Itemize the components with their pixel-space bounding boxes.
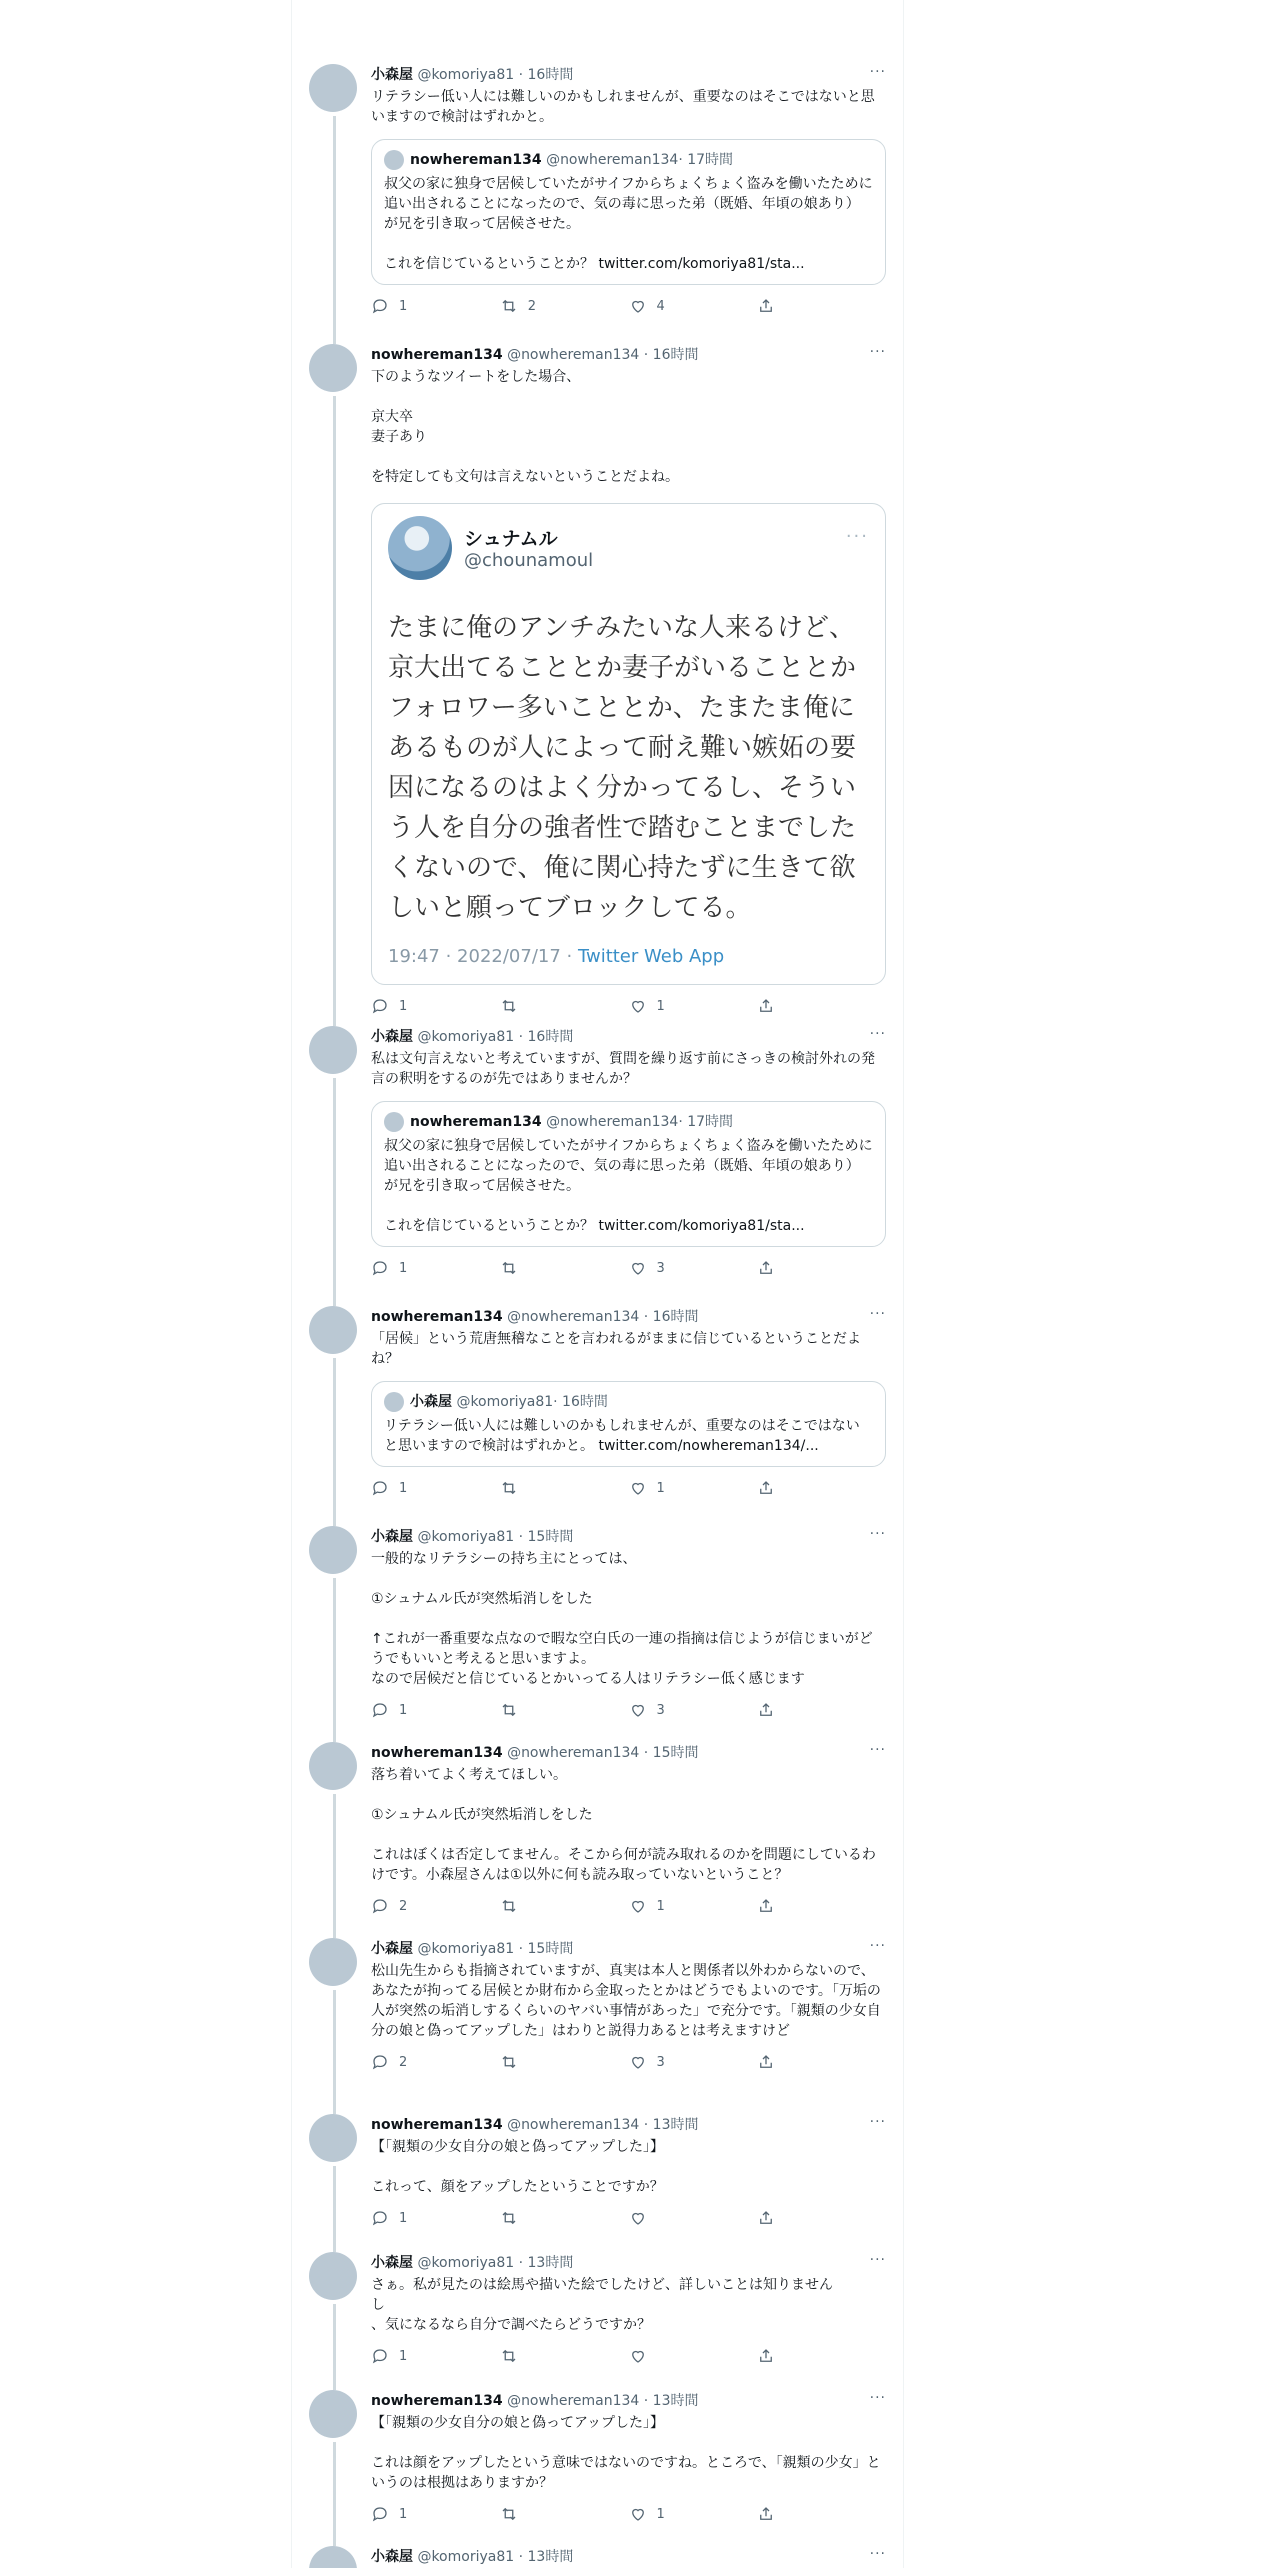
share-icon bbox=[757, 2347, 775, 2365]
avatar[interactable] bbox=[309, 2546, 357, 2568]
avatar[interactable] bbox=[309, 2252, 357, 2300]
quoted-text: 叔父の家に独身で居候していたがサイフからちょくちょく盗みを働いたために追い出されることになったので、気の毒に思った弟（既婚、年頃の娘あり）が兄を引き取って居候させた。 これを信じているということか？ twitter.com/komoriya81/sta... bbox=[384, 1138, 873, 1234]
reply-button[interactable] bbox=[371, 2347, 500, 2365]
tweet[interactable] bbox=[291, 64, 902, 344]
reply-icon bbox=[371, 2053, 389, 2071]
avatar bbox=[384, 1392, 404, 1412]
author-handle[interactable]: @komoriya81 bbox=[417, 1941, 515, 1957]
embedded-date[interactable]: 19:47 · 2022/07/17 · bbox=[388, 946, 578, 967]
reply-count: 1 bbox=[399, 1702, 408, 1718]
timestamp[interactable]: · 16時間 bbox=[514, 1029, 574, 1045]
retweet-icon bbox=[500, 1701, 518, 1719]
tweet[interactable] bbox=[291, 1938, 902, 2114]
share-icon bbox=[757, 1897, 775, 1915]
thread-line bbox=[333, 2166, 336, 2252]
like-icon bbox=[629, 2347, 647, 2365]
retweet-icon bbox=[500, 1897, 518, 1915]
like-icon bbox=[629, 297, 647, 315]
more-icon[interactable]: ··· bbox=[869, 2114, 886, 2130]
tweet-text: 松山先生からも指摘されていますが、真実は本人と関係者以外わからないので、あなたが拘ってる居候とか財布から金取ったとかはどうでもよいのです。「万垢の人が突然の垢消しするくらいのヤバい事情があった」で充分です。「親類の少女自分の娘と偽ってアップした」はわりと説得力あるとは考えますけど bbox=[371, 1963, 881, 2039]
author-name[interactable]: nowhereman134 bbox=[371, 1745, 503, 1761]
retweet-button[interactable] bbox=[500, 1897, 629, 1915]
quoted-author-name: 小森屋 bbox=[410, 1394, 452, 1410]
more-icon[interactable]: ··· bbox=[869, 64, 886, 80]
author-handle[interactable]: @nowhereman134 bbox=[507, 2393, 640, 2409]
reply-button[interactable] bbox=[371, 2209, 500, 2227]
like-button[interactable] bbox=[629, 1259, 758, 1277]
tweet[interactable] bbox=[291, 1526, 902, 1742]
embedded-tweet[interactable] bbox=[371, 503, 886, 985]
reply-button[interactable] bbox=[371, 297, 500, 315]
action-bar bbox=[371, 2503, 886, 2525]
more-icon[interactable]: ··· bbox=[869, 1938, 886, 1954]
reply-icon bbox=[371, 1479, 389, 1497]
thread-line bbox=[333, 1794, 336, 1938]
tweet-text: 【「親類の少女自分の娘と偽ってアップした」】 これって、顔をアップしたということですか？ bbox=[371, 2139, 665, 2195]
reply-count: 1 bbox=[399, 298, 408, 314]
share-button[interactable] bbox=[757, 2505, 886, 2523]
more-icon[interactable]: ··· bbox=[869, 344, 886, 360]
avatar bbox=[384, 150, 404, 170]
quoted-timestamp: · 17時間 bbox=[678, 152, 734, 168]
embedded-author-name[interactable]: シュナムル bbox=[464, 528, 558, 550]
author-name[interactable]: 小森屋 bbox=[371, 2255, 413, 2271]
reply-icon bbox=[371, 1701, 389, 1719]
quoted-tweet[interactable] bbox=[371, 1101, 886, 1247]
reply-button[interactable] bbox=[371, 1897, 500, 1915]
retweet-button[interactable] bbox=[500, 2505, 629, 2523]
reply-icon bbox=[371, 297, 389, 315]
reply-count: 1 bbox=[399, 998, 408, 1014]
embedded-source-link[interactable]: Twitter Web App bbox=[577, 946, 725, 967]
like-icon bbox=[629, 997, 647, 1015]
thread-line bbox=[333, 1990, 336, 2114]
avatar[interactable] bbox=[309, 1526, 357, 1574]
share-button[interactable] bbox=[757, 2053, 886, 2071]
reply-button[interactable] bbox=[371, 1259, 500, 1277]
thread-line bbox=[333, 116, 336, 344]
reply-icon bbox=[371, 2347, 389, 2365]
reply-count: 1 bbox=[399, 2506, 408, 2522]
timestamp[interactable]: · 13時間 bbox=[514, 2549, 574, 2565]
thread-line bbox=[333, 396, 336, 1026]
thread-line bbox=[333, 1358, 336, 1526]
retweet-count: 2 bbox=[527, 298, 537, 314]
thread-line bbox=[333, 2442, 336, 2546]
quoted-text: リテラシー低い人には難しいのかもしれませんが、重要なのはそこではないと思いますので検討はずれかと。 twitter.com/nowhereman134/... bbox=[384, 1418, 860, 1454]
like-button[interactable] bbox=[629, 1701, 758, 1719]
retweet-button[interactable] bbox=[500, 297, 629, 315]
retweet-icon bbox=[500, 997, 518, 1015]
tweet[interactable] bbox=[291, 1026, 902, 1306]
avatar[interactable] bbox=[309, 2114, 357, 2162]
like-button[interactable] bbox=[629, 1897, 758, 1915]
retweet-icon bbox=[500, 2505, 518, 2523]
timestamp[interactable]: · 13時間 bbox=[514, 2255, 574, 2271]
reply-count: 2 bbox=[399, 2054, 408, 2070]
reply-button[interactable] bbox=[371, 997, 500, 1015]
thread-line bbox=[333, 1078, 336, 1306]
timestamp[interactable]: · 13時間 bbox=[639, 2393, 699, 2409]
author-handle[interactable]: @komoriya81 bbox=[417, 2549, 515, 2565]
retweet-button[interactable] bbox=[500, 997, 629, 1015]
retweet-icon bbox=[500, 2347, 518, 2365]
tweet[interactable] bbox=[291, 1306, 902, 1526]
action-bar bbox=[371, 1699, 886, 1721]
action-bar bbox=[371, 1477, 886, 1499]
timestamp[interactable]: · 16時間 bbox=[514, 67, 574, 83]
tweet[interactable] bbox=[291, 2390, 902, 2546]
tweet-text: 「居候」という荒唐無稽なことを言われるがままに信じているということだよね？ bbox=[371, 1331, 861, 1367]
timestamp[interactable]: · 15時間 bbox=[514, 1941, 574, 1957]
retweet-button[interactable] bbox=[500, 2053, 629, 2071]
author-handle[interactable]: @nowhereman134 bbox=[507, 1309, 640, 1325]
quoted-author-name: nowhereman134 bbox=[410, 152, 542, 168]
more-icon[interactable]: ··· bbox=[869, 2252, 886, 2268]
embedded-avatar[interactable] bbox=[388, 516, 452, 580]
timestamp[interactable]: · 15時間 bbox=[514, 1529, 574, 1545]
timestamp[interactable]: · 16時間 bbox=[639, 347, 699, 363]
like-count: 3 bbox=[656, 2054, 665, 2070]
more-icon[interactable]: ··· bbox=[869, 2390, 886, 2406]
tweet[interactable] bbox=[291, 1742, 902, 1938]
retweet-icon bbox=[500, 1479, 518, 1497]
timestamp[interactable]: · 16時間 bbox=[639, 1309, 699, 1325]
action-bar bbox=[371, 2345, 886, 2367]
action-bar bbox=[371, 2207, 886, 2229]
author-name[interactable]: nowhereman134 bbox=[371, 347, 503, 363]
quoted-author-name: nowhereman134 bbox=[410, 1114, 542, 1130]
share-icon bbox=[757, 2505, 775, 2523]
share-icon bbox=[757, 997, 775, 1015]
author-name[interactable]: 小森屋 bbox=[371, 2549, 413, 2565]
avatar[interactable] bbox=[309, 2390, 357, 2438]
tweet-text: さぁ。私が見たのは絵馬や描いた絵でしたけど、詳しいことは知りません し 、気になるなら自分で調べたらどうですか？ bbox=[371, 2277, 833, 2333]
like-button[interactable] bbox=[629, 297, 758, 315]
avatar[interactable] bbox=[309, 64, 357, 112]
author-handle[interactable]: @komoriya81 bbox=[417, 67, 515, 83]
reply-icon bbox=[371, 2209, 389, 2227]
avatar[interactable] bbox=[309, 344, 357, 392]
retweet-button[interactable] bbox=[500, 2347, 629, 2365]
like-icon bbox=[629, 1701, 647, 1719]
action-bar bbox=[371, 1257, 886, 1279]
author-handle[interactable]: @komoriya81 bbox=[417, 2255, 515, 2271]
quoted-tweet[interactable] bbox=[371, 139, 886, 285]
tweet-text: 【「親類の少女自分の娘と偽ってアップした」】 これは顔をアップしたという意味ではないのですね。ところで、「親類の少女」というのは根拠はありますか？ bbox=[371, 2415, 881, 2491]
author-handle[interactable]: @nowhereman134 bbox=[507, 1745, 640, 1761]
retweet-button[interactable] bbox=[500, 1701, 629, 1719]
thread-line bbox=[333, 2304, 336, 2390]
timestamp[interactable]: · 13時間 bbox=[639, 2117, 699, 2133]
retweet-icon bbox=[500, 1259, 518, 1277]
author-name[interactable]: 小森屋 bbox=[371, 1029, 413, 1045]
author-name[interactable]: nowhereman134 bbox=[371, 1309, 503, 1325]
tweet-text: リテラシー低い人には難しいのかもしれませんが、重要なのはそこではないと思いますので検討はずれかと。 bbox=[371, 89, 875, 125]
reply-count: 1 bbox=[399, 1480, 408, 1496]
share-button[interactable] bbox=[757, 1701, 886, 1719]
share-icon bbox=[757, 297, 775, 315]
author-name[interactable]: 小森屋 bbox=[371, 1941, 413, 1957]
quoted-author-handle: @nowhereman134 bbox=[546, 1114, 679, 1130]
retweet-button[interactable] bbox=[500, 1479, 629, 1497]
retweet-icon bbox=[500, 297, 518, 315]
like-icon bbox=[629, 2505, 647, 2523]
like-icon bbox=[629, 2209, 647, 2227]
like-button[interactable] bbox=[629, 2053, 758, 2071]
like-icon bbox=[629, 1259, 647, 1277]
share-button[interactable] bbox=[757, 997, 886, 1015]
avatar[interactable] bbox=[309, 1306, 357, 1354]
like-count: 1 bbox=[656, 1480, 665, 1496]
tweet-text: 下のようなツイートをした場合、 京大卒 妻子あり を特定しても文句は言えないということだよね。 bbox=[371, 369, 679, 485]
share-button[interactable] bbox=[757, 2347, 886, 2365]
avatar[interactable] bbox=[309, 1742, 357, 1790]
more-icon[interactable]: ··· bbox=[845, 526, 869, 547]
quoted-tweet[interactable] bbox=[371, 1381, 886, 1467]
like-count: 1 bbox=[656, 998, 665, 1014]
tweet-text: 落ち着いてよく考えてほしい。 ①シュナムル氏が突然垢消しをした これはぼくは否定してません。そこから何が読み取れるのかを問題にしているわけです。小森屋さんは①以外に何も読み取っていないということ？ bbox=[371, 1767, 876, 1883]
reply-icon bbox=[371, 1259, 389, 1277]
share-icon bbox=[757, 2209, 775, 2227]
share-button[interactable] bbox=[757, 297, 886, 315]
quoted-author-handle: @komoriya81 bbox=[456, 1394, 554, 1410]
reply-button[interactable] bbox=[371, 1479, 500, 1497]
embedded-text: たまに俺のアンチみたいな人来るけど、京大出てることとか妻子がいることとかフォロワー多いこととか、たまたま俺にあるものが人によって耐え難い嫉妬の要因になるのはよく分かってるし、そういう人を自分の強者性で踏むことまでしたくないので、俺に関心持たずに生きて欲しいと願ってブロックしてる。 bbox=[388, 613, 857, 923]
tweet[interactable] bbox=[291, 2546, 902, 2568]
more-icon[interactable]: ··· bbox=[869, 2546, 886, 2562]
reply-button[interactable] bbox=[371, 2505, 500, 2523]
quoted-timestamp: · 16時間 bbox=[553, 1394, 608, 1410]
tweet[interactable] bbox=[291, 2114, 902, 2252]
author-name[interactable]: 小森屋 bbox=[371, 1529, 413, 1545]
avatar[interactable] bbox=[309, 1026, 357, 1074]
like-button[interactable] bbox=[629, 997, 758, 1015]
more-icon[interactable]: ··· bbox=[869, 1742, 886, 1758]
retweet-icon bbox=[500, 2209, 518, 2227]
quoted-author-handle: @nowhereman134 bbox=[546, 152, 679, 168]
more-icon[interactable]: ··· bbox=[869, 1306, 886, 1322]
reply-button[interactable] bbox=[371, 1701, 500, 1719]
like-icon bbox=[629, 1479, 647, 1497]
author-handle[interactable]: @komoriya81 bbox=[417, 1029, 515, 1045]
like-button[interactable] bbox=[629, 2209, 758, 2227]
embedded-footer bbox=[388, 946, 724, 967]
retweet-icon bbox=[500, 2053, 518, 2071]
share-icon bbox=[757, 2053, 775, 2071]
tweet-text: 一般的なリテラシーの持ち主にとっては、 ①シュナムル氏が突然垢消しをした ↑これが一番重要な点なので暇な空白氏の一連の指摘は信じようが信じまいがどうでもいいと考えると思いますよ。 なので居候だと信じているとかいってる人はリテラシー低く感じます bbox=[371, 1551, 873, 1687]
share-icon bbox=[757, 1259, 775, 1277]
share-button[interactable] bbox=[757, 1897, 886, 1915]
thread-line bbox=[333, 1578, 336, 1742]
share-button[interactable] bbox=[757, 2209, 886, 2227]
author-name[interactable]: nowhereman134 bbox=[371, 2393, 503, 2409]
like-button[interactable] bbox=[629, 1479, 758, 1497]
avatar[interactable] bbox=[309, 1938, 357, 1986]
like-count: 3 bbox=[656, 1260, 665, 1276]
reply-button[interactable] bbox=[371, 2053, 500, 2071]
reply-count: 1 bbox=[399, 2210, 408, 2226]
timestamp[interactable]: · 15時間 bbox=[639, 1745, 699, 1761]
author-handle[interactable]: @nowhereman134 bbox=[507, 347, 640, 363]
share-icon bbox=[757, 1479, 775, 1497]
more-icon[interactable]: ··· bbox=[869, 1526, 886, 1542]
tweet[interactable] bbox=[291, 344, 902, 1026]
author-name[interactable]: 小森屋 bbox=[371, 67, 413, 83]
embedded-author-handle[interactable]: @chounamoul bbox=[464, 550, 594, 571]
tweet[interactable] bbox=[291, 2252, 902, 2390]
retweet-button[interactable] bbox=[500, 1259, 629, 1277]
quoted-text: 叔父の家に独身で居候していたがサイフからちょくちょく盗みを働いたために追い出されることになったので、気の毒に思った弟（既婚、年頃の娘あり）が兄を引き取って居候させた。 これを信じているということか？ twitter.com/komoriya81/sta... bbox=[384, 176, 873, 272]
author-handle[interactable]: @komoriya81 bbox=[417, 1529, 515, 1545]
like-count: 1 bbox=[656, 2506, 665, 2522]
reply-count: 1 bbox=[399, 1260, 408, 1276]
quoted-timestamp: · 17時間 bbox=[678, 1114, 734, 1130]
like-button[interactable] bbox=[629, 2347, 758, 2365]
reply-icon bbox=[371, 1897, 389, 1915]
share-button[interactable] bbox=[757, 1479, 886, 1497]
like-count: 4 bbox=[656, 298, 665, 314]
author-handle[interactable]: @nowhereman134 bbox=[507, 2117, 640, 2133]
avatar bbox=[384, 1112, 404, 1132]
author-name[interactable]: nowhereman134 bbox=[371, 2117, 503, 2133]
action-bar bbox=[371, 2051, 886, 2073]
like-icon bbox=[629, 2053, 647, 2071]
more-icon[interactable]: ··· bbox=[869, 1026, 886, 1042]
action-bar bbox=[371, 995, 886, 1017]
like-count: 3 bbox=[656, 1702, 665, 1718]
share-button[interactable] bbox=[757, 1259, 886, 1277]
reply-icon bbox=[371, 2505, 389, 2523]
reply-icon bbox=[371, 997, 389, 1015]
action-bar bbox=[371, 295, 886, 317]
share-icon bbox=[757, 1701, 775, 1719]
like-icon bbox=[629, 1897, 647, 1915]
action-bar bbox=[371, 1895, 886, 1917]
reply-count: 1 bbox=[399, 2348, 408, 2364]
tweet-text: 私は文句言えないと考えていますが、質問を繰り返す前にさっきの検討外れの発言の釈明をするのが先ではありませんか？ bbox=[371, 1051, 875, 1087]
reply-count: 2 bbox=[399, 1898, 408, 1914]
like-button[interactable] bbox=[629, 2505, 758, 2523]
retweet-button[interactable] bbox=[500, 2209, 629, 2227]
like-count: 1 bbox=[656, 1898, 665, 1914]
